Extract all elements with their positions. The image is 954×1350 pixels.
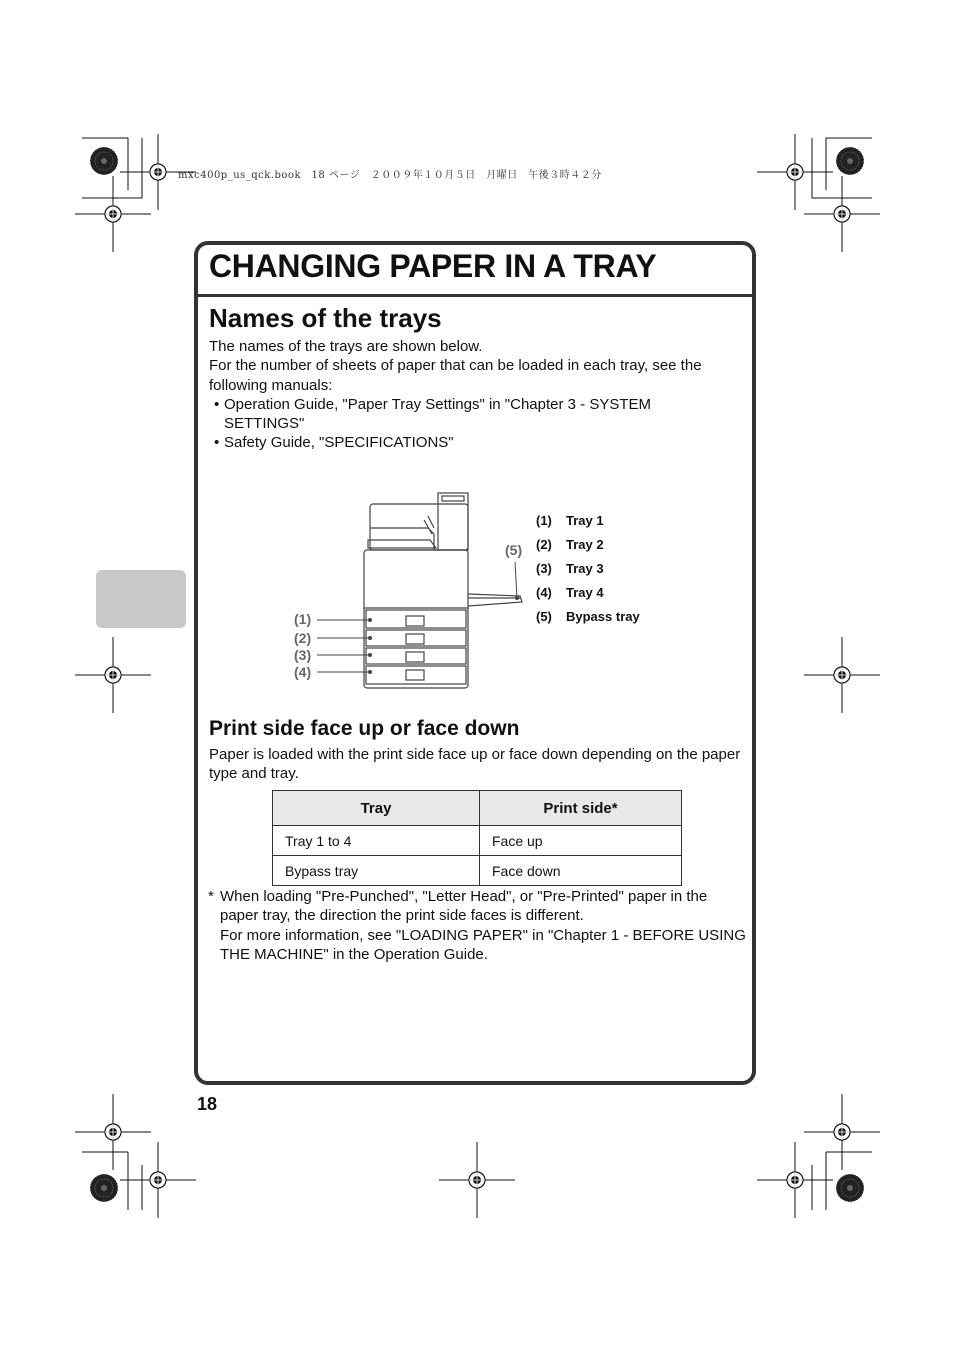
table-header-print-side: Print side* <box>480 791 682 826</box>
footnote-text-1: When loading "Pre-Punched", "Letter Head", or "Pre-Printed" paper in the paper tray, the direction the print side faces is different. <box>220 888 708 925</box>
table-row <box>273 856 682 886</box>
section-heading-print-side: Print side face up or face down <box>209 717 520 740</box>
callout-1: (1) <box>294 611 312 627</box>
bullet-item: • Operation Guide, "Paper Tray Settings" in "Chapter 3 - SYSTEM SETTINGS" <box>214 395 652 433</box>
legend-item: (5) Bypass tray <box>536 609 640 624</box>
intro-line-1: The names of the trays are shown below. <box>209 338 483 355</box>
tray-legend <box>536 513 640 633</box>
chapter-side-tab <box>96 570 186 628</box>
print-header: mxc400p_us_qck.book 18 ページ ２００９年１０月５日 月曜日 午後３時４２分 <box>178 170 602 181</box>
legend-item: (4) Tray 4 <box>536 585 604 600</box>
section-heading-names-of-trays: Names of the trays <box>209 303 442 333</box>
table-cell: Face down <box>480 856 682 886</box>
callout-5: (5) <box>505 542 523 558</box>
legend-item: (2) Tray 2 <box>536 537 604 552</box>
bullet-item: • Safety Guide, "SPECIFICATIONS" <box>214 434 454 452</box>
print-side-table <box>272 790 682 886</box>
callout-2: (2) <box>294 630 312 646</box>
table-cell: Bypass tray <box>273 856 480 886</box>
intro-line-2: For the number of sheets of paper that can be loaded in each tray, see the following manuals: <box>209 357 702 394</box>
table-header-row <box>273 791 682 826</box>
table-header-tray: Tray <box>273 791 480 826</box>
section-intro <box>209 337 749 453</box>
table-cell: Tray 1 to 4 <box>273 826 480 856</box>
table-cell: Face up <box>480 826 682 856</box>
page-title: CHANGING PAPER IN A TRAY <box>209 248 657 284</box>
title-divider <box>198 294 752 297</box>
callout-3: (3) <box>294 647 312 663</box>
legend-item: (1) Tray 1 <box>536 513 604 528</box>
callout-4: (4) <box>294 664 312 680</box>
legend-item: (3) Tray 3 <box>536 561 604 576</box>
footnote-marker: * <box>208 888 214 905</box>
print-side-intro: Paper is loaded with the print side face up or face down depending on the paper type and tray. <box>209 746 741 783</box>
footnote <box>208 887 748 964</box>
footnote-text-2: For more information, see "LOADING PAPER" in "Chapter 1 - BEFORE USING THE MACHINE" in the Operation Guide. <box>220 926 746 963</box>
table-row <box>273 826 682 856</box>
copier-diagram <box>300 490 540 695</box>
page-number: 18 <box>197 1094 218 1114</box>
